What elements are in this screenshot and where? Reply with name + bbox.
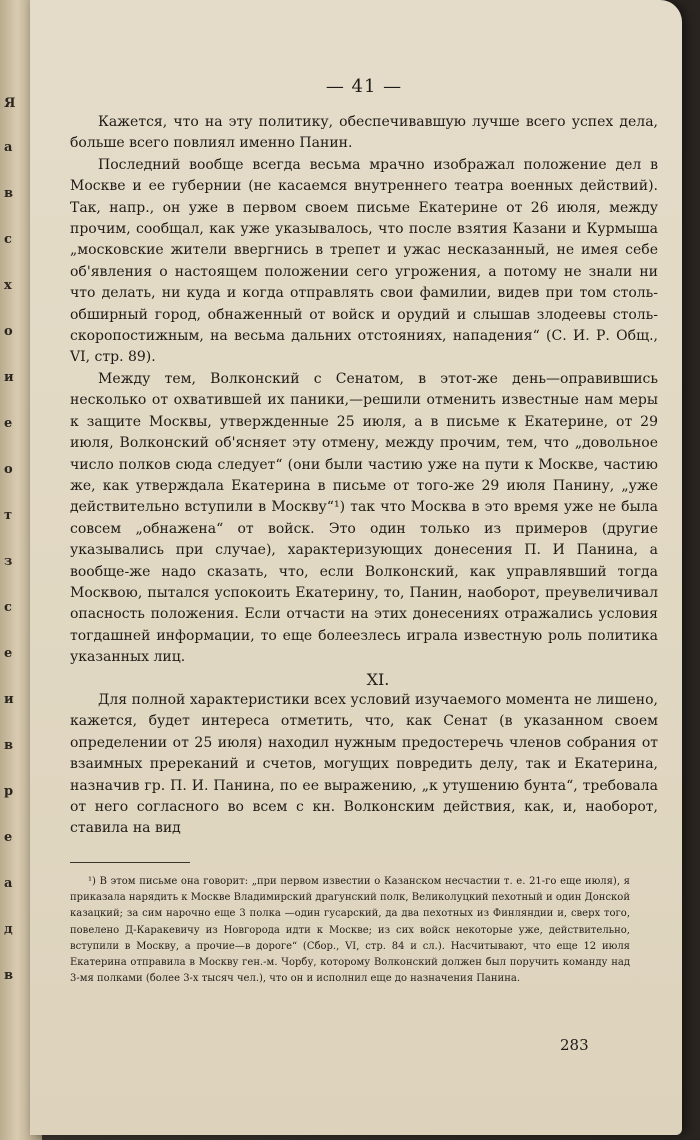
folio-number: 283 (560, 1036, 589, 1054)
paragraph: Между тем, Волконский с Сенатом, в этот-же день—оправившись несколько от охватившей их паники,—решили отменить известные нам меры к защите Москвы, утвержденные 25 июля, а в письме к Екатерине, от 29 июля, Волконский об'ясняет эту отмену, между прочим, тем, что „довольное число полков сюда следует“ (они были частию уже на пути к Москве, частию же, как утверждала Екатерина в письме от того-же 29 июля Панину, „уже действительно вступили в Москву“¹) так что Москва в это время уже не была совсем „обнажена“ от войск. Это один только из примеров (другие указывались при случае), характеризующих донесения П. И Панина, а вообще-же надо сказать, что, если Волконский, как управлявший тогда Москвою, пытался успокоить Екатерину, то, Панин, наоборот, преувеличивал опасность положения. Если отчасти на этих донесениях отражались условия тогдашней информации, то еще болеезлесь играла известную роль политика указанных лиц. (70, 370, 658, 666)
edge-glyph: а (4, 876, 13, 891)
edge-glyph: е (4, 646, 13, 661)
edge-glyph: в (4, 186, 14, 201)
paragraph: Для полной характеристики всех условий изучаемого момента не лишено, кажется, будет интереса отметить, что, как Сенат (в указанном своем определении от 25 июля) находил нужным предостеречь членов собрания от взаимных пререканий и счетов, могущих повредить делу, так и Екатерина, назначив гр. П. И. Панина, по ее выражению, „к утушению бунта“, требовала от него согласного во всем с кн. Волконским действия, как, и, наоборот, ставила на вид (70, 691, 658, 837)
edge-glyph: с (4, 232, 12, 247)
footnote (70, 874, 630, 987)
edge-glyph: а (4, 140, 13, 155)
section-heading: XI. (366, 669, 390, 689)
edge-glyph: з (4, 554, 13, 569)
edge-glyph: в (4, 738, 14, 753)
edge-glyph: в (4, 968, 14, 983)
edge-glyph: Я (4, 96, 16, 111)
main-text (70, 112, 658, 840)
edge-glyph: е (4, 830, 13, 845)
edge-glyph: с (4, 600, 12, 615)
edge-glyph: х (4, 278, 12, 293)
page-header-number: — 41 — (325, 76, 403, 97)
page-content (70, 0, 658, 1135)
edge-glyph: р (4, 784, 14, 799)
paragraph: Последний вообще всегда весьма мрачно изображал положение дел в Москве и ее губернии (не касаемся внутреннего театра военных действий). Так, напр., он уже в первом своем письме Екатерине от 26 июля, между прочим, сообщал, как уже указывалось, что после взятия Казани и Курмыша „московские жители ввергнись в трепет и ужас несказанный, не имея себе об'явления о настоящем положении сего угрожения, а потому не знали ни что делать, ни куда и когда отправлять свои фамилии, видев при том столь-обширный город, обнаженный от войск и орудий и слышав злодеевы столь-скоропостижным, на весьма дальних отстояниях, нападения“ (С. И. Р. Общ., VI, стр. 89). (70, 156, 658, 366)
edge-glyph: о (4, 462, 13, 477)
edge-glyph: о (4, 324, 13, 339)
edge-glyph: т (4, 508, 13, 523)
footnote-text: ¹) В этом письме она говорит: „при первом известии о Казанском несчастии т. е. 21-го еще июля), я приказала нарядить к Москве Владимирский драгунский полк, Великолуцкий пехотный и один Донской казацкий; за сим нарочно еще 3 полка —один гусарский, да два пехотных из Финляндии и, сверх того, повелено Д-Каракевичу из Новгорода идти к Москве; из сих войск некоторые уже, действительно, вступили в Москву, а прочие—в дороге“ (Сбор., VI, стр. 84 и сл.). Насчитывают, что еще 12 июля Екатерина отправила в Москву ген.-м. Чорбу, которому Волконский должен был поручить команду над 3-мя полками (более 3-х тысяч чел.), что он и исполнил еще до назначения Панина. (70, 876, 630, 985)
paragraph: Кажется, что на эту политику, обеспечивавшую лучше всего успех дела, больше всего повлиял именно Панин. (70, 114, 658, 152)
edge-glyph: и (4, 692, 14, 707)
footnote-rule (70, 862, 190, 863)
edge-glyph: д (4, 922, 13, 937)
edge-glyph: и (4, 370, 14, 385)
book-page (30, 0, 682, 1135)
edge-glyph: е (4, 416, 13, 431)
